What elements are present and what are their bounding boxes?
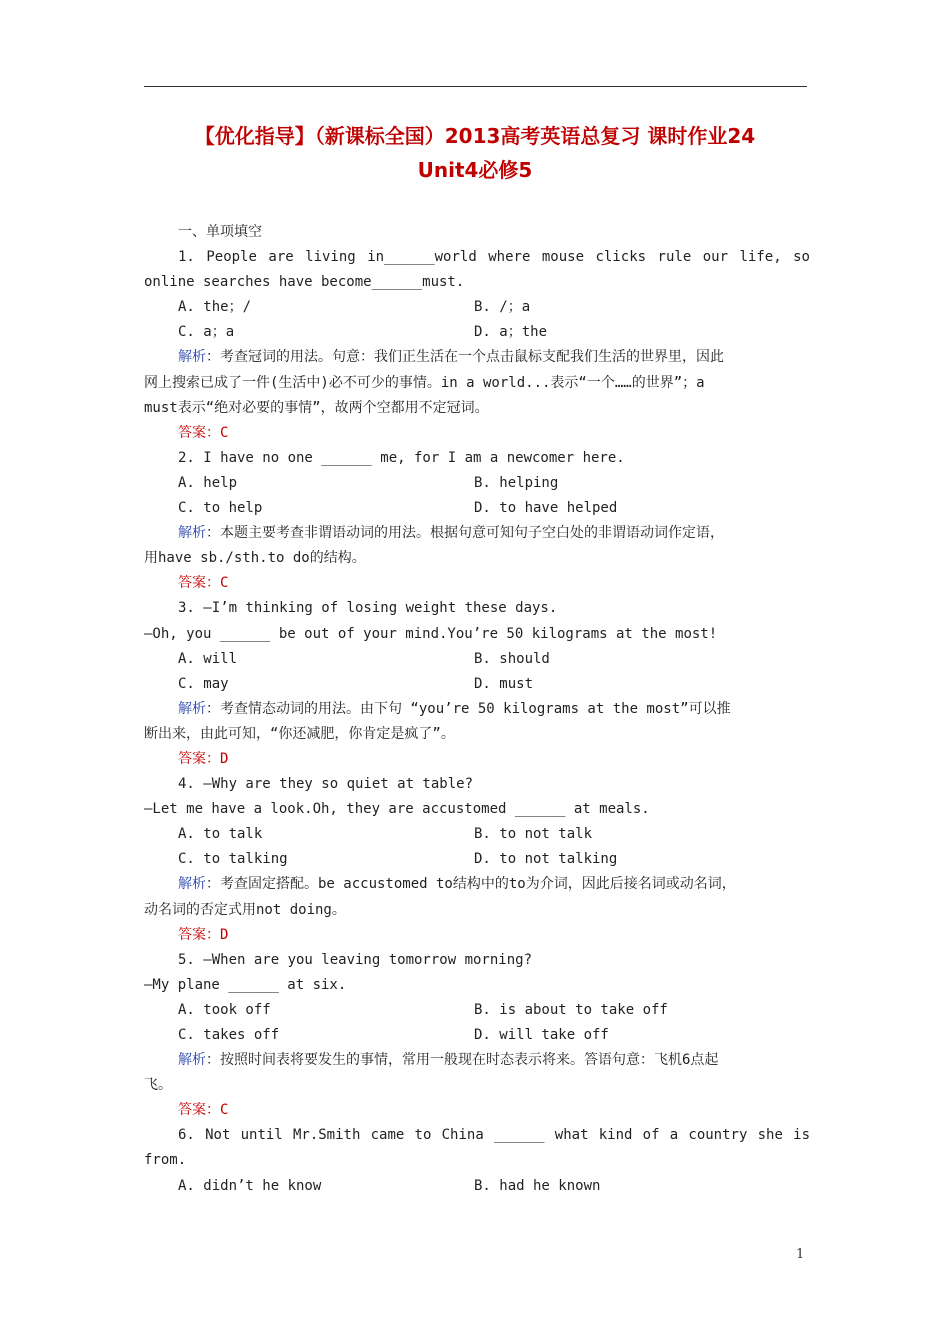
document-subtitle: Unit4必修5 (417, 158, 533, 182)
question-stem: 3. —I’m thinking of losing weight these days. (178, 600, 558, 617)
explanation-label: 解析 (178, 349, 206, 366)
option: C. takes off (178, 1027, 280, 1043)
option-row (144, 471, 810, 496)
option-row (144, 822, 810, 847)
explanation-text: ：考查冠词的用法。句意：我们正生活在一个点击鼠标支配我们生活的世界里，因此 (206, 349, 724, 366)
option-row (144, 647, 810, 672)
option: D. will take off (474, 1027, 609, 1043)
option-row (144, 998, 810, 1023)
option-row (144, 672, 810, 697)
question-stem: —Oh, you ______ be out of your mind.You’re 50 kilograms at the most! (144, 625, 718, 642)
explanation-label: 解析 (178, 1052, 206, 1069)
option: A. will (178, 650, 238, 667)
option: B. is about to take off (474, 1001, 668, 1018)
header-rule (144, 86, 807, 87)
explanation-text: must表示“绝对必要的事情”，故两个空都用不定冠词。 (144, 399, 489, 416)
question-stem: 6. Not until Mr.Smith came to China ______ what kind of a country she is (178, 1127, 810, 1144)
question-stem: online searches have become______must. (144, 274, 465, 291)
option: A. didn’t he know (178, 1177, 322, 1194)
answer: 答案：D (178, 750, 229, 767)
explanation-text: 用have sb./sth.to do的结构。 (144, 550, 366, 567)
option: C. to help (178, 500, 263, 517)
question-stem: 4. —Why are they so quiet at table? (178, 776, 474, 793)
option: D. to have helped (474, 500, 618, 517)
question-stem: —My plane ______ at six. (144, 976, 347, 993)
explanation-label: 解析 (178, 525, 206, 542)
section-heading: 一、单项填空 (178, 224, 262, 240)
option: C. may (178, 675, 229, 692)
explanation (144, 345, 810, 370)
option: C. to talking (178, 851, 288, 868)
page-number: 1 (796, 1247, 805, 1262)
answer: 答案：C (178, 575, 229, 592)
question-stem: 5. —When are you leaving tomorrow morning? (178, 951, 533, 968)
option: A. the；/ (178, 299, 252, 316)
explanation-label: 解析 (178, 700, 206, 717)
explanation-text: ：本题主要考查非谓语动词的用法。根据句意可知句子空白处的非谓语动词作定语， (206, 525, 724, 542)
explanation (144, 1048, 810, 1073)
explanation-text: 断出来，由此可知，“你还减肥，你肯定是疯了”。 (144, 725, 455, 742)
document-title: 【优化指导】（新课标全国）2013高考英语总复习 课时作业24 (194, 124, 756, 148)
option: B. had he known (474, 1177, 601, 1194)
option: B. helping (474, 474, 559, 491)
option: D. must (474, 675, 534, 692)
explanation-text: ：考查固定搭配。be accustomed to结构中的to为介词，因此后接名词或动名词， (206, 876, 736, 893)
option: C. a；a (178, 324, 235, 341)
option-row (144, 320, 810, 345)
option-row (144, 1174, 810, 1199)
answer: 答案：C (178, 424, 229, 441)
question-stem: —Let me have a look.Oh, they are accustomed ______ at meals. (144, 801, 650, 818)
explanation-text: 飞。 (144, 1077, 172, 1094)
option: D. to not talking (474, 851, 618, 868)
option-row (144, 1023, 810, 1048)
answer: 答案：C (178, 1102, 229, 1119)
explanation-text: ：按照时间表将要发生的事情，常用一般现在时态表示将来。答语句意：飞机6点起 (206, 1052, 719, 1069)
question-stem: from. (144, 1152, 187, 1169)
question-stem: 2. I have no one ______ me, for I am a newcomer here. (178, 449, 625, 466)
option: B. to not talk (474, 826, 593, 843)
option: A. to talk (178, 826, 263, 843)
explanation-text: 网上搜索已成了一件(生活中)必不可少的事情。in a world...表示“一个……的世界”；a (144, 374, 705, 391)
option: A. took off (178, 1001, 271, 1018)
answer: 答案：D (178, 926, 229, 943)
document-body (144, 220, 810, 1199)
option: B. should (474, 650, 550, 667)
option-row (144, 295, 810, 320)
option: D. a；the (474, 324, 548, 341)
explanation (144, 521, 810, 546)
option: B. /；a (474, 299, 531, 316)
option: A. help (178, 474, 238, 491)
explanation-text: ：考查情态动词的用法。由下句 “you’re 50 kilograms at the most”可以推 (206, 700, 731, 717)
explanation (144, 872, 810, 897)
option-row (144, 847, 810, 872)
explanation-text: 动名词的否定式用not doing。 (144, 901, 346, 918)
question-stem: 1. People are living in______world where mouse clicks rule our life, so (178, 249, 810, 266)
explanation-label: 解析 (178, 876, 206, 893)
explanation (144, 697, 810, 722)
option-row (144, 496, 810, 521)
